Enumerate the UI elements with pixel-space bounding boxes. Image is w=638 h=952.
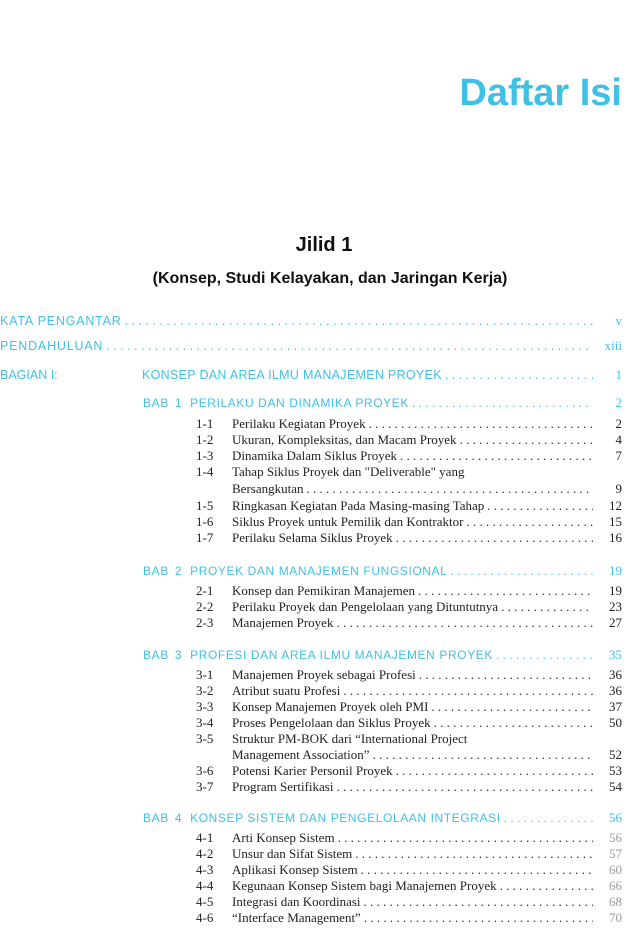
toc-section[interactable]: [196, 894, 622, 910]
chapter-title: PERILAKU DAN DINAMIKA PROYEK: [190, 396, 409, 410]
toc-page-number: 2: [615, 395, 622, 410]
dot-leader: [364, 910, 593, 926]
page-title: Daftar Isi: [459, 72, 622, 114]
toc-section[interactable]: [196, 599, 622, 615]
dot-leader: [336, 615, 593, 631]
section-title: Program Sertifikasi: [232, 779, 334, 794]
toc-page-number: xiii: [604, 338, 622, 353]
toc-section[interactable]: [196, 763, 622, 779]
toc-page-number: 27: [609, 615, 622, 630]
dot-leader: [460, 432, 593, 448]
dot-leader: [338, 830, 593, 846]
toc-chapter-2[interactable]: [143, 563, 622, 579]
chapter-number: 3: [174, 648, 183, 662]
section-title: Proses Pengelolaan dan Siklus Proyek: [232, 715, 431, 730]
chapter-label: BAB: [143, 648, 169, 662]
dot-leader: [306, 481, 593, 497]
dot-leader: [501, 599, 593, 615]
section-number: 3-5: [196, 731, 214, 746]
toc-page-number: 66: [609, 878, 622, 893]
toc-entry-label: PENDAHULUAN: [0, 339, 104, 353]
section-title: Arti Konsep Sistem: [232, 830, 335, 845]
toc-section[interactable]: [196, 530, 622, 546]
section-title: Konsep Manajemen Proyek oleh PMI: [232, 699, 429, 714]
dot-leader: [125, 314, 593, 328]
dot-leader: [336, 779, 593, 795]
section-number: 1-7: [196, 530, 214, 545]
section-title: Kegunaan Konsep Sistem bagi Manajemen Proyek: [232, 878, 497, 893]
toc-page-number: 60: [609, 862, 622, 877]
section-number: 4-6: [196, 910, 214, 925]
section-title: Konsep dan Pemikiran Manajemen: [232, 583, 416, 598]
section-title: Integrasi dan Koordinasi: [232, 894, 361, 909]
section-title: Manajemen Proyek sebagai Profesi: [232, 667, 416, 682]
dot-leader: [434, 715, 593, 731]
dot-leader: [373, 747, 593, 763]
toc-page-number: 56: [609, 830, 622, 845]
section-title: Ukuran, Kompleksitas, dan Macam Proyek: [232, 432, 457, 447]
section-number: 1-2: [196, 432, 214, 447]
toc-page-number: 19: [609, 583, 622, 598]
toc-section[interactable]: [196, 583, 622, 599]
section-number: 3-4: [196, 715, 214, 730]
toc-section[interactable]: [196, 699, 622, 715]
toc-section[interactable]: [196, 514, 622, 530]
dot-leader: [487, 498, 593, 514]
toc-section[interactable]: [196, 683, 622, 699]
volume-subtitle: (Konsep, Studi Kelayakan, dan Jaringan Kerja): [152, 270, 508, 287]
toc-page-number: 68: [609, 894, 622, 909]
section-number: 1-4: [196, 464, 214, 479]
toc-page-number: 56: [609, 810, 622, 825]
toc-page-number: 1: [615, 367, 622, 382]
chapter-number: 2: [174, 564, 183, 578]
section-title-continuation: Management Association”: [232, 747, 370, 762]
section-title: Atribut suatu Profesi: [232, 683, 341, 698]
section-number: 1-3: [196, 448, 214, 463]
section-number: 4-2: [196, 846, 214, 861]
dot-leader: [504, 811, 593, 825]
toc-section-continuation[interactable]: [232, 481, 622, 497]
toc-section[interactable]: [196, 779, 622, 795]
toc-section[interactable]: [196, 498, 622, 514]
dot-leader: [412, 396, 593, 410]
section-title: Unsur dan Sifat Sistem: [232, 846, 353, 861]
dot-leader: [364, 894, 593, 910]
section-title: Perilaku Selama Siklus Proyek: [232, 530, 393, 545]
toc-page-number: 52: [609, 747, 622, 762]
toc-section[interactable]: [196, 667, 622, 683]
part-title: KONSEP DAN AREA ILMU MANAJEMEN PROYEK: [142, 368, 442, 382]
section-title: Ringkasan Kegiatan Pada Masing-masing Tahap: [232, 498, 485, 513]
toc-entry-kata-pengantar[interactable]: [0, 313, 622, 329]
section-number: 3-3: [196, 699, 214, 714]
toc-page-number: 70: [609, 910, 622, 925]
section-number: 4-5: [196, 894, 214, 909]
dot-leader: [369, 416, 593, 432]
section-number: 3-2: [196, 683, 214, 698]
section-title: Aplikasi Konsep Sistem: [232, 862, 358, 877]
toc-section[interactable]: [196, 432, 622, 448]
chapter-number: 4: [174, 811, 183, 825]
toc-page-number: 12: [609, 498, 622, 513]
toc-page-number: 16: [609, 530, 622, 545]
dot-leader: [400, 448, 593, 464]
section-number: 1-1: [196, 416, 214, 431]
dot-leader: [106, 339, 593, 353]
toc-page-number: 54: [609, 779, 622, 794]
toc-section[interactable]: [196, 830, 622, 846]
toc-chapter-1[interactable]: [143, 395, 622, 411]
dot-leader: [419, 667, 593, 683]
section-number: 2-1: [196, 583, 214, 598]
toc-section[interactable]: [196, 448, 622, 464]
section-title: Perilaku Kegiatan Proyek: [232, 416, 366, 431]
dot-leader: [361, 862, 593, 878]
dot-leader: [450, 564, 593, 578]
toc-page-number: 53: [609, 763, 622, 778]
section-number: 1-5: [196, 498, 214, 513]
section-number: 2-3: [196, 615, 214, 630]
toc-page-number: 37: [609, 699, 622, 714]
toc-page-number: 23: [609, 599, 622, 614]
section-number: 3-6: [196, 763, 214, 778]
dot-leader: [500, 878, 593, 894]
chapter-label: BAB: [143, 811, 169, 825]
toc-page-number: v: [615, 313, 622, 328]
section-number: 2-2: [196, 599, 214, 614]
section-title: Struktur PM-BOK dari “International Project: [232, 731, 468, 746]
chapter-title: PROYEK DAN MANAJEMEN FUNGSIONAL: [190, 564, 448, 578]
dot-leader: [355, 846, 593, 862]
section-number: 3-7: [196, 779, 214, 794]
toc-page-number: 4: [615, 432, 622, 447]
chapter-title: PROFESI DAN AREA ILMU MANAJEMEN PROYEK: [190, 648, 493, 662]
toc-entry-label: KATA PENGANTAR: [0, 314, 122, 328]
section-number: 4-3: [196, 862, 214, 877]
toc-section[interactable]: [196, 715, 622, 731]
toc-section[interactable]: [196, 464, 622, 480]
dot-leader: [431, 699, 593, 715]
volume-title: Jilid 1: [295, 234, 353, 256]
section-title-continuation: Bersangkutan: [232, 481, 304, 496]
section-title: Perilaku Proyek dan Pengelolaan yang Dituntutnya: [232, 599, 499, 614]
toc-section[interactable]: [196, 731, 622, 747]
dot-leader: [343, 683, 593, 699]
toc-section[interactable]: [196, 416, 622, 432]
toc-entry-pendahuluan[interactable]: [0, 338, 622, 354]
chapter-title: KONSEP SISTEM DAN PENGELOLAAN INTEGRASI: [190, 811, 501, 825]
dot-leader: [466, 514, 593, 530]
dot-leader: [396, 530, 593, 546]
dot-leader: [418, 583, 593, 599]
toc-part-1[interactable]: [0, 367, 622, 383]
dot-leader: [396, 763, 593, 779]
toc-page-number: 35: [609, 647, 622, 662]
toc-section[interactable]: [196, 615, 622, 631]
toc-page-number: 57: [609, 846, 622, 861]
chapter-label: BAB: [143, 396, 169, 410]
toc-section-continuation[interactable]: [232, 747, 622, 763]
chapter-number: 1: [174, 396, 183, 410]
section-title: Tahap Siklus Proyek dan "Deliverable" yang: [232, 464, 465, 479]
toc-page-number: 36: [609, 683, 622, 698]
toc-section[interactable]: [196, 910, 622, 926]
toc-page-number: 50: [609, 715, 622, 730]
dot-leader: [445, 368, 593, 382]
section-title: “Interface Management”: [232, 910, 361, 925]
section-number: 3-1: [196, 667, 214, 682]
part-label: BAGIAN I:: [0, 368, 58, 382]
section-number: 4-4: [196, 878, 214, 893]
dot-leader: [496, 648, 593, 662]
section-title: Potensi Karier Personil Proyek: [232, 763, 393, 778]
toc-chapter-4[interactable]: [143, 810, 622, 826]
section-title: Siklus Proyek untuk Pemilik dan Kontraktor: [232, 514, 464, 529]
toc-page-number: 2: [615, 416, 622, 431]
toc-page-number: 36: [609, 667, 622, 682]
section-number: 4-1: [196, 830, 214, 845]
toc-section[interactable]: [196, 846, 622, 862]
chapter-label: BAB: [143, 564, 169, 578]
section-title: Manajemen Proyek: [232, 615, 334, 630]
toc-page-number: 19: [609, 563, 622, 578]
toc-chapter-3[interactable]: [143, 647, 622, 663]
toc-section[interactable]: [196, 862, 622, 878]
toc-page-number: 15: [609, 514, 622, 529]
toc-section[interactable]: [196, 878, 622, 894]
toc-page-number: 9: [615, 481, 622, 496]
toc-page-number: 7: [615, 448, 622, 463]
section-title: Dinamika Dalam Siklus Proyek: [232, 448, 398, 463]
section-number: 1-6: [196, 514, 214, 529]
